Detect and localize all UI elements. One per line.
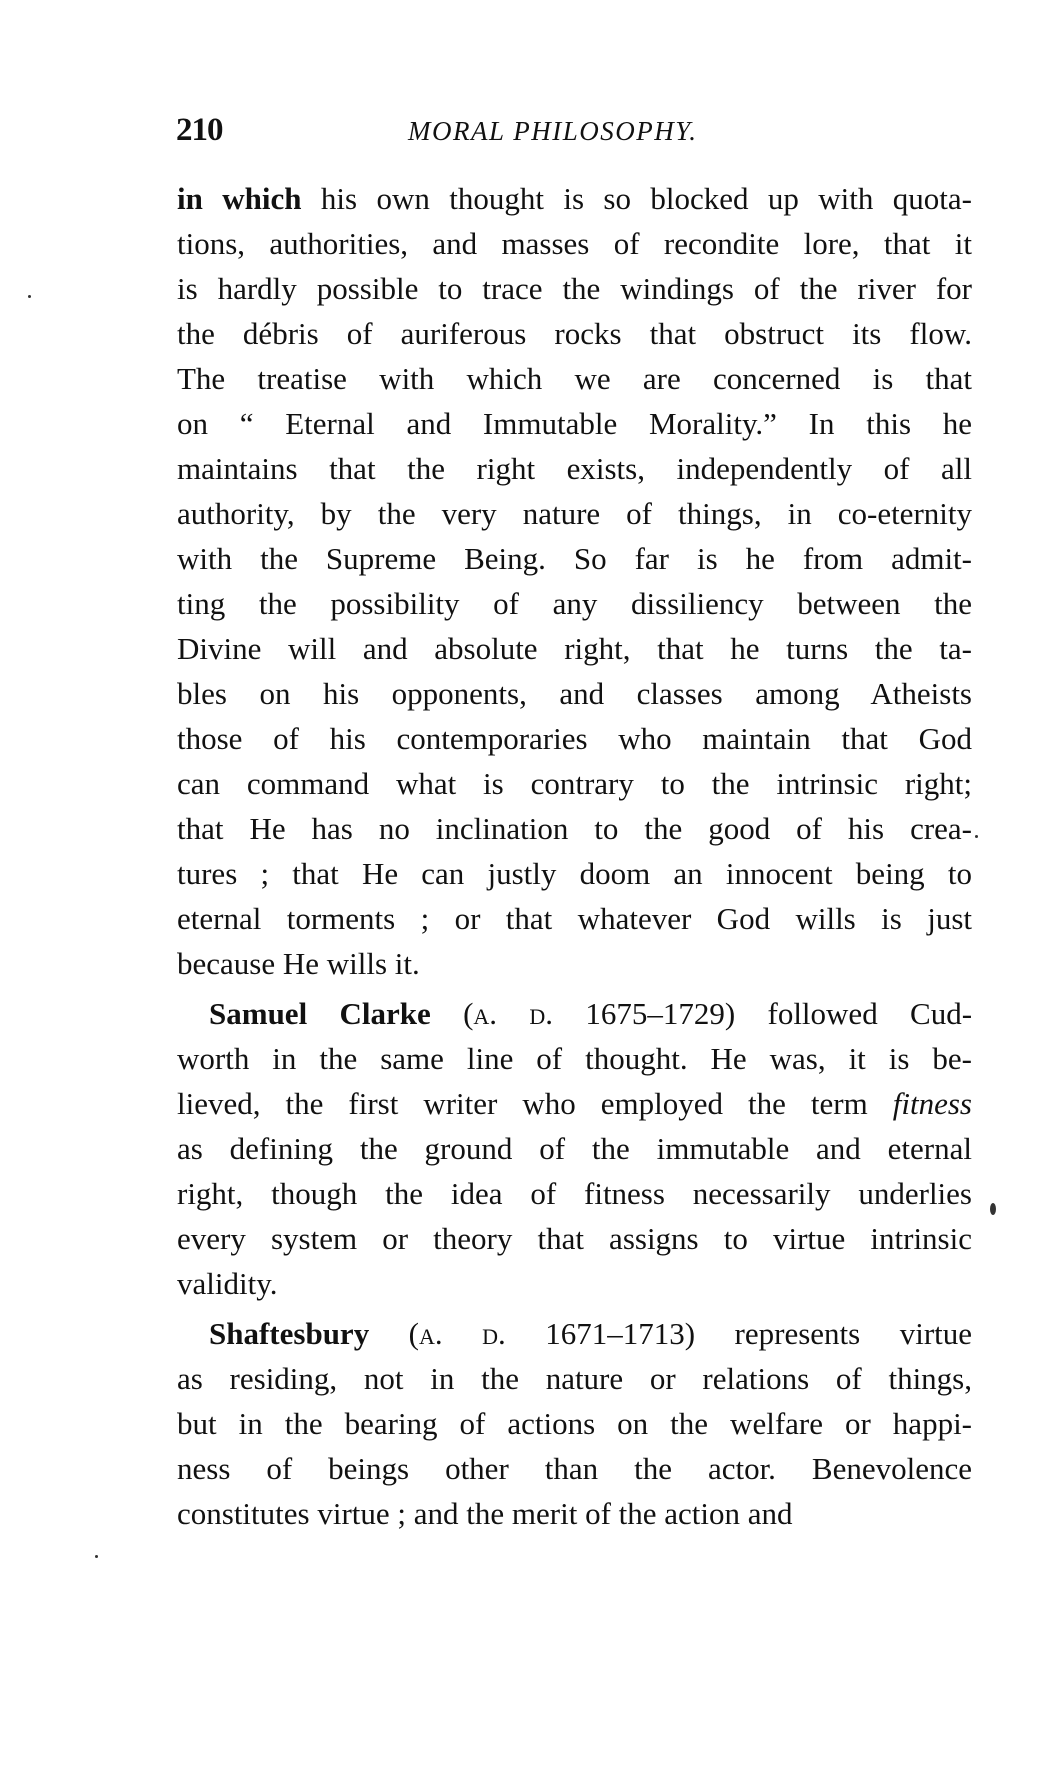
text-line: [177, 581, 972, 626]
text-line: [177, 536, 972, 581]
text-line: [177, 1036, 972, 1081]
text-line: [177, 221, 972, 266]
text-segment: but in the bearing of actions on the welfare or happi-: [177, 1406, 972, 1441]
text-segment: The treatise with which we are concerned is that: [177, 361, 972, 396]
text-line: [177, 446, 972, 491]
text-line: [177, 941, 972, 986]
text-segment: with the Supreme Being. So far is he from admit-: [177, 541, 972, 576]
text-segment: (: [430, 996, 474, 1031]
text-line: [177, 1216, 972, 1261]
text-line: [177, 1261, 972, 1306]
text-line: [177, 1491, 972, 1536]
text-segment: bles on his opponents, and classes among Atheists: [177, 676, 972, 711]
text-segment: Divine will and absolute right, that he turns the ta-: [177, 631, 972, 666]
paragraph: [177, 991, 972, 1306]
text-line: [177, 1446, 972, 1491]
bold-text: in which: [177, 181, 302, 216]
paragraph: [177, 176, 972, 986]
text-segment: those of his contemporaries who maintain that God: [177, 721, 972, 756]
text-segment: tions, authorities, and masses of recondite lore, that it: [177, 226, 972, 261]
bold-text: Samuel Clarke: [209, 996, 431, 1031]
small-caps-text: a. d.: [419, 1316, 506, 1351]
text-segment: 1671–1713) represents virtue: [505, 1316, 973, 1351]
text-line: [177, 356, 972, 401]
margin-speck: [28, 295, 31, 298]
paragraph: [177, 1311, 972, 1536]
text-segment: lieved, the first writer who employed the term: [177, 1086, 893, 1121]
text-line: [177, 851, 972, 896]
text-segment: as defining the ground of the immutable and eternal: [177, 1131, 972, 1166]
text-line: [177, 1311, 972, 1356]
text-segment: his own thought is so blocked up with quota-: [301, 181, 972, 216]
text-segment: on “ Eternal and Immutable Morality.” In this he: [177, 406, 972, 441]
text-segment: tures ; that He can justly doom an innocent being to: [177, 856, 972, 891]
margin-speck: [990, 1203, 996, 1215]
small-caps-text: a. d.: [473, 996, 554, 1031]
text-line: [177, 266, 972, 311]
italic-text: fitness: [892, 1086, 972, 1121]
text-line: [177, 716, 972, 761]
text-segment: can command what is contrary to the intrinsic right;: [177, 766, 972, 801]
text-segment: because He wills it.: [177, 946, 420, 981]
margin-speck: [95, 1555, 98, 1558]
text-line: [177, 1171, 972, 1216]
text-line: [177, 176, 972, 221]
text-segment: maintains that the right exists, independently of all: [177, 451, 972, 486]
text-line: [177, 401, 972, 446]
text-segment: authority, by the very nature of things, in co-eternity: [177, 496, 972, 531]
text-line: [177, 491, 972, 536]
text-segment: right, though the idea of fitness necessarily underlies: [177, 1176, 972, 1211]
text-line: [177, 671, 972, 716]
text-line: [177, 991, 972, 1036]
text-line: [177, 761, 972, 806]
bold-text: Shaftesbury: [209, 1316, 370, 1351]
text-segment: constitutes virtue ; and the merit of the action and: [177, 1496, 793, 1531]
text-line: [177, 1126, 972, 1171]
running-title: MORAL PHILOSOPHY.: [408, 116, 698, 146]
text-segment: eternal torments ; or that whatever God wills is just: [177, 901, 972, 936]
text-segment: as residing, not in the nature or relations of things,: [177, 1361, 972, 1396]
text-segment: ting the possibility of any dissiliency between the: [177, 586, 972, 621]
page-number: 210: [176, 112, 223, 148]
text-segment: every system or theory that assigns to virtue intrinsic: [177, 1221, 972, 1256]
text-line: [177, 806, 972, 851]
text-segment: validity.: [177, 1266, 278, 1301]
text-line: [177, 1081, 972, 1126]
text-line: [177, 311, 972, 356]
text-segment: is hardly possible to trace the windings of the river for: [177, 271, 972, 306]
text-segment: that He has no inclination to the good of his crea-: [177, 811, 972, 846]
margin-speck: [975, 835, 978, 838]
page-body: [177, 176, 972, 1541]
text-segment: the débris of auriferous rocks that obstruct its flow.: [177, 316, 972, 351]
text-line: [177, 1401, 972, 1446]
text-segment: worth in the same line of thought. He was, it is be-: [177, 1041, 972, 1076]
text-segment: (: [369, 1316, 420, 1351]
text-line: [177, 626, 972, 671]
text-segment: ness of beings other than the actor. Benevolence: [177, 1451, 972, 1486]
text-line: [177, 1356, 972, 1401]
text-line: [177, 896, 972, 941]
text-segment: 1675–1729) followed Cud-: [553, 996, 973, 1031]
